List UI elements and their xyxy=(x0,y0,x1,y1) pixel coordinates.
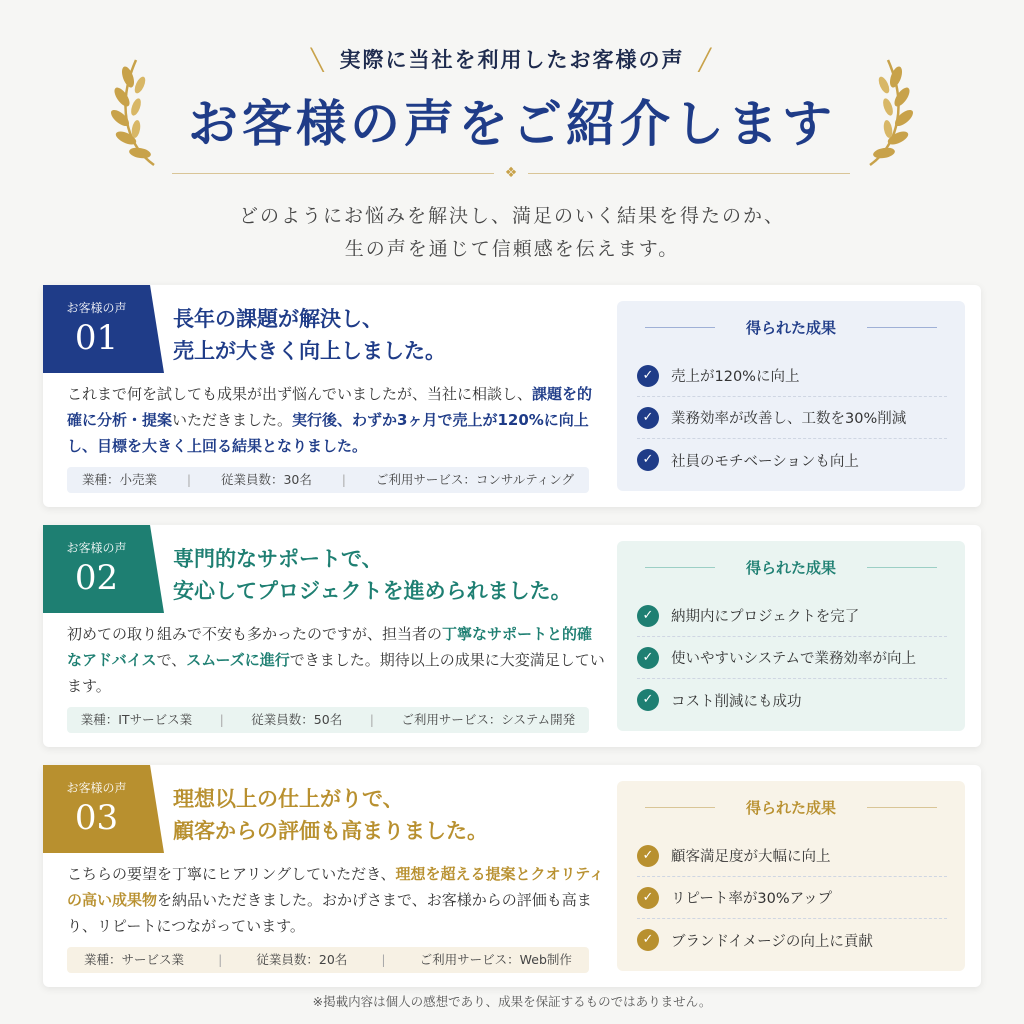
result-item-text: リピート率が30%アップ xyxy=(671,891,833,907)
check-icon: ✓ xyxy=(637,365,659,387)
results-title-text: 得られた成果 xyxy=(745,319,836,337)
result-item-text: 使いやすいシステムで業務効率が向上 xyxy=(671,651,917,667)
results-title-line-right xyxy=(867,567,937,568)
body-text: いただきました。 xyxy=(172,411,293,429)
result-item-text: 社員のモチベーションも向上 xyxy=(671,453,859,470)
results-panel xyxy=(617,541,965,731)
meta-separator: | xyxy=(218,952,223,967)
body-text: を納品いただきました。おかげさまで、お客様からの評価も高まり、リピートにつながっています。 xyxy=(67,891,592,935)
results-title-line-left xyxy=(645,567,715,568)
testimonial-card-1 xyxy=(43,285,981,507)
ribbon-number: 03 xyxy=(74,798,119,838)
result-item xyxy=(637,637,947,679)
eyebrow-heading xyxy=(0,44,1024,74)
slash-right-icon: ╱ xyxy=(698,48,714,72)
testimonial-body xyxy=(67,381,607,459)
results-list xyxy=(637,835,947,961)
slash-left-icon: ╲ xyxy=(310,48,326,72)
result-item-text: コスト削減にも成功 xyxy=(671,693,802,710)
lead-line-1: どのようにお悩みを解決し、満足のいく結果を得たのか、 xyxy=(238,205,785,227)
meta-item: 業種：ITサービス業 xyxy=(80,712,193,727)
divider-right xyxy=(528,173,850,174)
headline-line-1: 長年の課題が解決し、 xyxy=(173,307,383,331)
body-text: これまで何を試しても成果が出ず悩んでいましたが、当社に相談し、 xyxy=(67,385,533,403)
testimonial-headline xyxy=(173,303,613,367)
body-highlight: 丁寧なサポートと的確なアドバイス xyxy=(67,625,593,669)
results-title-line-left xyxy=(645,327,715,328)
lead-text xyxy=(0,200,1024,266)
customer-voice-ribbon xyxy=(43,765,150,853)
customer-meta-bar xyxy=(67,947,589,973)
testimonial-headline xyxy=(173,783,613,847)
results-title xyxy=(617,797,965,818)
result-item xyxy=(637,919,947,961)
headline-line-2: 売上が大きく向上しました。 xyxy=(173,339,446,363)
headline-line-2: 顧客からの評価も高まりました。 xyxy=(173,819,488,843)
ribbon-number: 02 xyxy=(74,558,119,598)
meta-item: ご利用サービス：Web制作 xyxy=(419,952,572,967)
customer-meta-bar xyxy=(67,707,589,733)
body-highlight: 実行後、わずか3ヶ月で売上が120%に向上し、目標を大きく上回る結果となりました。 xyxy=(67,411,589,455)
results-title-text: 得られた成果 xyxy=(745,799,836,817)
testimonial-card-3 xyxy=(43,765,981,987)
result-item xyxy=(637,355,947,397)
result-item xyxy=(637,877,947,919)
ribbon-label: お客様の声 xyxy=(66,541,127,555)
results-panel xyxy=(617,301,965,491)
results-title-line-left xyxy=(645,807,715,808)
testimonial-headline xyxy=(173,543,613,607)
meta-separator: | xyxy=(381,952,386,967)
check-icon: ✓ xyxy=(637,845,659,867)
results-title-line-right xyxy=(867,327,937,328)
results-panel xyxy=(617,781,965,971)
results-list xyxy=(637,595,947,721)
customer-voice-ribbon xyxy=(43,285,150,373)
lead-line-2: 生の声を通じて信頼感を伝えます。 xyxy=(344,238,680,260)
page-title: お客様の声をご紹介します xyxy=(188,94,836,153)
meta-item: 従業員数：50名 xyxy=(251,712,343,727)
check-icon: ✓ xyxy=(637,449,659,471)
headline-line-1: 専門的なサポートで、 xyxy=(173,547,383,571)
result-item-text: 業務効率が改善し、工数を30%削減 xyxy=(671,411,907,427)
result-item-text: ブランドイメージの向上に貢献 xyxy=(671,933,873,950)
results-title-line-right xyxy=(867,807,937,808)
ribbon-label: お客様の声 xyxy=(66,781,127,795)
meta-item: 従業員数：30名 xyxy=(220,472,312,487)
body-text: こちらの要望を丁寧にヒアリングしていただき、 xyxy=(67,865,396,883)
meta-item: 従業員数：20名 xyxy=(256,952,348,967)
result-item-text: 納期内にプロジェクトを完了 xyxy=(671,609,860,625)
testimonial-card-2 xyxy=(43,525,981,747)
check-icon: ✓ xyxy=(637,887,659,909)
disclaimer-footnote: ※掲載内容は個人の感想であり、成果を保証するものではありません。 xyxy=(312,994,712,1009)
divider-left xyxy=(172,173,494,174)
meta-item: ご利用サービス：コンサルティング xyxy=(375,472,574,487)
meta-separator: | xyxy=(219,712,224,727)
check-icon: ✓ xyxy=(637,929,659,951)
eyebrow-text: 実際に当社を利用したお客様の声 xyxy=(339,48,685,72)
customer-meta-bar xyxy=(67,467,589,493)
result-item xyxy=(637,439,947,481)
body-text: で、 xyxy=(156,651,187,669)
meta-separator: | xyxy=(186,472,192,487)
result-item xyxy=(637,835,947,877)
ribbon-number: 01 xyxy=(74,318,119,358)
body-highlight: 理想を超える提案とクオリティの高い成果物 xyxy=(67,865,605,909)
result-item xyxy=(637,679,947,721)
ribbon-label: お客様の声 xyxy=(66,301,127,315)
customer-voice-ribbon xyxy=(43,525,150,613)
result-item-text: 顧客満足度が大幅に向上 xyxy=(671,849,831,865)
result-item xyxy=(637,397,947,439)
result-item xyxy=(637,595,947,637)
result-item-text: 売上が120%に向上 xyxy=(671,369,800,385)
check-icon: ✓ xyxy=(637,689,659,711)
check-icon: ✓ xyxy=(637,407,659,429)
meta-item: 業種：小売業 xyxy=(81,472,157,487)
diamond-ornament-icon: ❖ xyxy=(504,165,518,181)
results-title xyxy=(617,317,965,338)
check-icon: ✓ xyxy=(637,647,659,669)
body-text: できました。期待以上の成果に大変満足しています。 xyxy=(67,651,605,695)
meta-separator: | xyxy=(369,712,374,727)
body-highlight: スムーズに進行 xyxy=(186,651,290,669)
body-highlight: 課題を的確に分析・提案 xyxy=(67,385,593,429)
headline-line-2: 安心してプロジェクトを進められました。 xyxy=(173,579,572,603)
testimonial-body xyxy=(67,621,607,699)
testimonial-body xyxy=(67,861,607,939)
results-title-text: 得られた成果 xyxy=(745,559,836,577)
check-icon: ✓ xyxy=(637,605,659,627)
meta-item: 業種：サービス業 xyxy=(84,952,185,967)
results-list xyxy=(637,355,947,481)
meta-separator: | xyxy=(341,472,346,487)
body-text: 初めての取り組みで不安も多かったのですが、担当者の xyxy=(67,625,443,643)
results-title xyxy=(617,557,965,578)
headline-line-1: 理想以上の仕上がりで、 xyxy=(173,787,404,811)
meta-item: ご利用サービス：システム開発 xyxy=(401,712,576,727)
